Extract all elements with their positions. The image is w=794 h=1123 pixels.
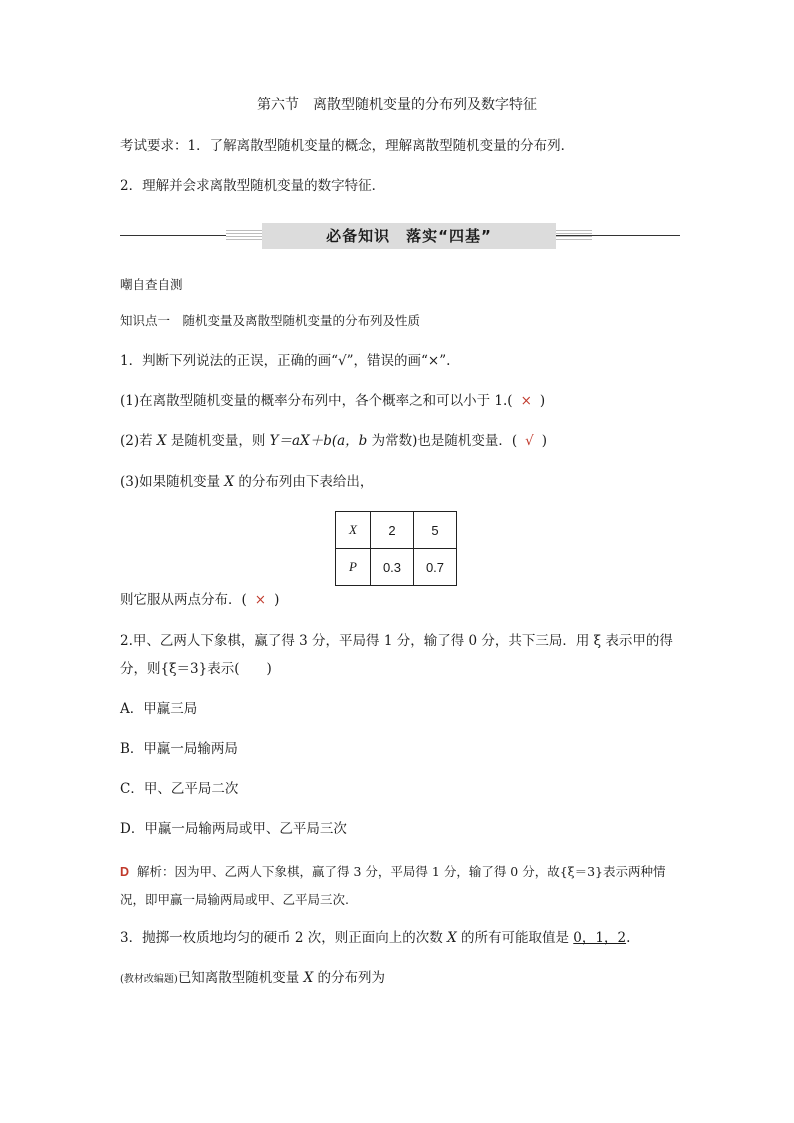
table-cell: 0.7 — [414, 549, 457, 586]
q2-option-b: B．甲赢一局输两局 — [120, 741, 238, 757]
q3-text — [120, 929, 630, 947]
q1-s2-b: 是随机变量，则 — [166, 433, 270, 449]
q3-answer: 0，1，2 — [573, 930, 627, 946]
q1-s3-b: 的分布列由下表给出， — [234, 474, 374, 490]
q2-option-a: A．甲赢三局 — [120, 701, 198, 717]
check-mark-icon: √ — [525, 433, 534, 449]
q4-var-x: X — [303, 970, 314, 986]
q2-option-c: C．甲、乙平局二次 — [120, 781, 239, 797]
q4-text — [120, 969, 385, 989]
q1-s2-var-x: X — [156, 433, 167, 449]
section-banner — [120, 222, 680, 250]
q4-tag: (教材改编题) — [120, 974, 178, 985]
q2-solution-text: 解析：因为甲、乙两人下象棋，赢了得 3 分，平局得 1 分，输了得 0 分，故{ξ＝3}表示两种情况，即甲赢一局输两局或甲、乙平局三次. — [120, 864, 666, 907]
q1-statement-3-conclusion — [120, 591, 279, 609]
exam-requirement-2: 2．理解并会求离散型随机变量的数字特征． — [120, 178, 386, 194]
q1-statement-3 — [120, 473, 373, 491]
table-cell: 2 — [371, 512, 414, 549]
q2-stem-line-2: 分，则{ξ＝3}表示( ) — [120, 661, 272, 677]
q2-option-d: D．甲赢一局输两局或甲、乙平局三次 — [120, 821, 347, 837]
banner-rule-right — [556, 235, 680, 236]
q4-text-b: 的分布列为 — [313, 970, 386, 986]
q2-answer: D — [120, 865, 130, 879]
q3-text-b: 的所有可能取值是 — [456, 930, 574, 946]
table-row — [336, 512, 457, 549]
distribution-table — [335, 511, 457, 586]
q1-s1-end: ) — [539, 393, 546, 409]
banner-strip-right — [556, 230, 592, 242]
cross-mark-icon: × — [520, 393, 532, 409]
banner-title: 必备知识 落实“四基” — [262, 223, 556, 249]
q3-var-x: X — [447, 930, 457, 946]
self-check-heading: 嘲自查自测 — [120, 277, 183, 292]
q1-s1-text: (1)在离散型随机变量的概率分布列中，各个概率之和可以小于 1.( — [120, 393, 513, 409]
q1-s3-a: (3)如果随机变量 — [120, 474, 225, 490]
q1-s3-end: ) — [274, 592, 280, 608]
q1-s3-after: 则它服从两点分布．( — [120, 592, 247, 608]
table-cell: X — [336, 512, 371, 549]
q1-statement-2 — [120, 432, 547, 450]
table-cell: P — [336, 549, 371, 586]
q3-text-a: 3．抛掷一枚质地均匀的硬币 2 次，则正面向上的次数 — [120, 930, 448, 946]
q1-statement-1 — [120, 392, 545, 410]
q1-s2-c: 为常数)也是随机变量．( — [367, 433, 518, 449]
table-cell: 0.3 — [371, 549, 414, 586]
q1-s2-a: (2)若 — [120, 433, 157, 449]
q1-s2-end: ) — [541, 433, 548, 449]
cross-mark-icon: × — [254, 592, 267, 608]
q1-stem: 1．判断下列说法的正误，正确的画“√”，错误的画“×”. — [120, 353, 451, 369]
section-title: 第六节 离散型随机变量的分布列及数字特征 — [257, 97, 537, 113]
q1-s3-var-x: X — [224, 474, 235, 490]
exam-requirement-1: 考试要求：1．了解离散型随机变量的概念，理解离散型随机变量的分布列． — [120, 138, 575, 154]
q1-s2-formula: Y＝aX＋b(a，b — [269, 433, 368, 449]
table-row — [336, 549, 457, 586]
q2-solution — [120, 858, 680, 914]
q2-stem-line-1: 2.甲、乙两人下象棋，赢了得 3 分，平局得 1 分，输了得 0 分，共下三局．用 ξ 表示甲的得 — [120, 633, 673, 649]
banner-strip-left — [226, 230, 262, 242]
table-cell: 5 — [414, 512, 457, 549]
knowledge-point-heading: 知识点一 随机变量及离散型随机变量的分布列及性质 — [120, 313, 421, 328]
q4-text-a: 已知离散型随机变量 — [177, 970, 304, 986]
q3-text-end: . — [626, 930, 631, 946]
